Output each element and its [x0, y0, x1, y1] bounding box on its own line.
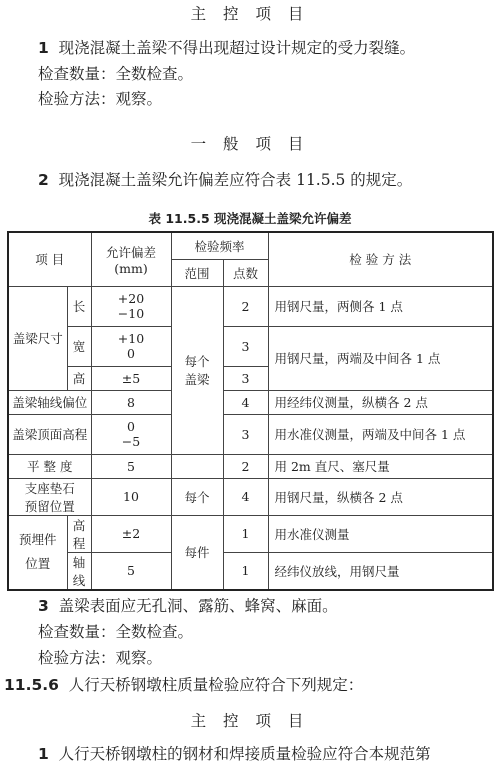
range-each: 每个 [171, 478, 223, 515]
group-embed [8, 515, 67, 590]
item-1 [38, 38, 415, 58]
deviation-table [7, 231, 494, 591]
dev-elev: ±2 [91, 515, 171, 552]
table-row [8, 552, 493, 590]
sub-height: 高 [67, 366, 91, 390]
dev-length [91, 286, 171, 326]
table-row [8, 286, 493, 326]
header-deviation [91, 232, 171, 286]
table-row [8, 326, 493, 366]
header-deviation-unit: (mm) [114, 260, 148, 276]
group-beam-size: 盖梁尺寸 [8, 286, 67, 390]
header-range: 范围 [171, 259, 223, 286]
pts-pad: 4 [223, 478, 268, 515]
pts-length: 2 [223, 286, 268, 326]
dev-pad: 10 [91, 478, 171, 515]
item-2 [38, 170, 412, 190]
header-points: 点数 [223, 259, 268, 286]
item-1-quantity: 检查数量：全数检查。 [38, 65, 194, 83]
heading-main-control: 主 控 项 目 [190, 5, 310, 23]
dev-top [91, 414, 171, 454]
item-pad [8, 478, 91, 515]
header-deviation-label: 允许偏差 [105, 244, 156, 260]
table-row [8, 478, 493, 515]
header-item: 项 目 [8, 232, 91, 286]
method-elev: 用水准仪测量 [268, 515, 493, 552]
method-axis: 用经纬仪测量，纵横各 2 点 [268, 390, 493, 414]
pts-axis2: 1 [223, 552, 268, 590]
item-top: 盖梁顶面高程 [8, 414, 91, 454]
dev-flatness: 5 [91, 454, 171, 478]
heading-main-control-2: 主 控 项 目 [190, 712, 310, 730]
range-each-piece: 每件 [171, 515, 223, 590]
header-method: 检 验 方 法 [268, 232, 493, 286]
sub-length: 长 [67, 286, 91, 326]
dev-width-lower: 0 [127, 346, 135, 361]
item-3-text: 盖梁表面应无孔洞、露筋、蜂窝、麻面。 [58, 597, 338, 615]
item-2-text: 现浇混凝土盖梁允许偏差应符合表 11.5.5 的规定。 [58, 171, 413, 189]
item-1-method: 检验方法：观察。 [38, 90, 163, 108]
item-1-number: 1 [38, 39, 49, 57]
item-3-number: 3 [38, 597, 49, 615]
range-flatness [171, 454, 223, 478]
method-length: 用钢尺量，两侧各 1 点 [268, 286, 493, 326]
section-text: 人行天桥钢墩柱质量检验应符合下列规定： [68, 676, 364, 694]
method-axis2: 经纬仪放线，用钢尺量 [268, 552, 493, 590]
method-pad: 用钢尺量，纵横各 2 点 [268, 478, 493, 515]
item-axis: 盖梁轴线偏位 [8, 390, 91, 414]
dev-axis: 8 [91, 390, 171, 414]
item-3-quantity: 检查数量：全数检查。 [38, 623, 194, 641]
range-each-beam [171, 286, 223, 454]
range-each-beam-text: 每个盖梁 [184, 354, 210, 387]
pts-axis: 4 [223, 390, 268, 414]
dev-width-upper: +10 [117, 331, 145, 346]
dev-width [91, 326, 171, 366]
dev-length-upper: +20 [117, 291, 145, 306]
table-row [8, 515, 493, 552]
item-1-text: 现浇混凝土盖梁不得出现超过设计规定的受力裂缝。 [58, 39, 416, 57]
pts-flatness: 2 [223, 454, 268, 478]
item-3 [38, 596, 338, 616]
dev-axis2: 5 [91, 552, 171, 590]
item-4-number: 1 [38, 745, 49, 763]
sub-width: 宽 [67, 326, 91, 366]
sub-elev: 高程 [67, 515, 91, 552]
pts-elev: 1 [223, 515, 268, 552]
pts-top: 3 [223, 414, 268, 454]
method-top: 用水准仪测量，两端及中间各 1 点 [268, 414, 493, 454]
sub-axis2: 轴线 [67, 552, 91, 590]
dev-height: ±5 [91, 366, 171, 390]
pts-width: 3 [223, 326, 268, 366]
table-title: 表 11.5.5 现浇混凝土盖梁允许偏差 [148, 211, 352, 226]
table-row [8, 454, 493, 478]
item-3-method: 检验方法：观察。 [38, 649, 163, 667]
heading-general: 一 般 项 目 [190, 135, 310, 153]
dev-length-lower: −10 [117, 306, 145, 321]
method-width-height: 用钢尺量，两端及中间各 1 点 [268, 326, 493, 390]
item-2-number: 2 [38, 171, 49, 189]
pts-height: 3 [223, 366, 268, 390]
section-11-5-6 [4, 675, 363, 695]
section-number: 11.5.6 [4, 676, 59, 694]
item-4-text: 人行天桥钢墩柱的钢材和焊接质量检验应符合本规范第 [58, 745, 431, 763]
table-row [8, 414, 493, 454]
table-header-row [8, 232, 493, 259]
item-flatness: 平 整 度 [8, 454, 91, 478]
method-flatness: 用 2m 直尺、塞尺量 [268, 454, 493, 478]
item-pad-text: 支座垫石预留位置 [24, 480, 75, 514]
header-frequency: 检验频率 [171, 232, 268, 259]
table-row [8, 390, 493, 414]
dev-top-upper: 0 [127, 419, 135, 434]
group-embed-text: 预埋件位置 [18, 532, 57, 571]
item-4 [38, 744, 431, 764]
dev-top-lower: −5 [121, 434, 141, 449]
